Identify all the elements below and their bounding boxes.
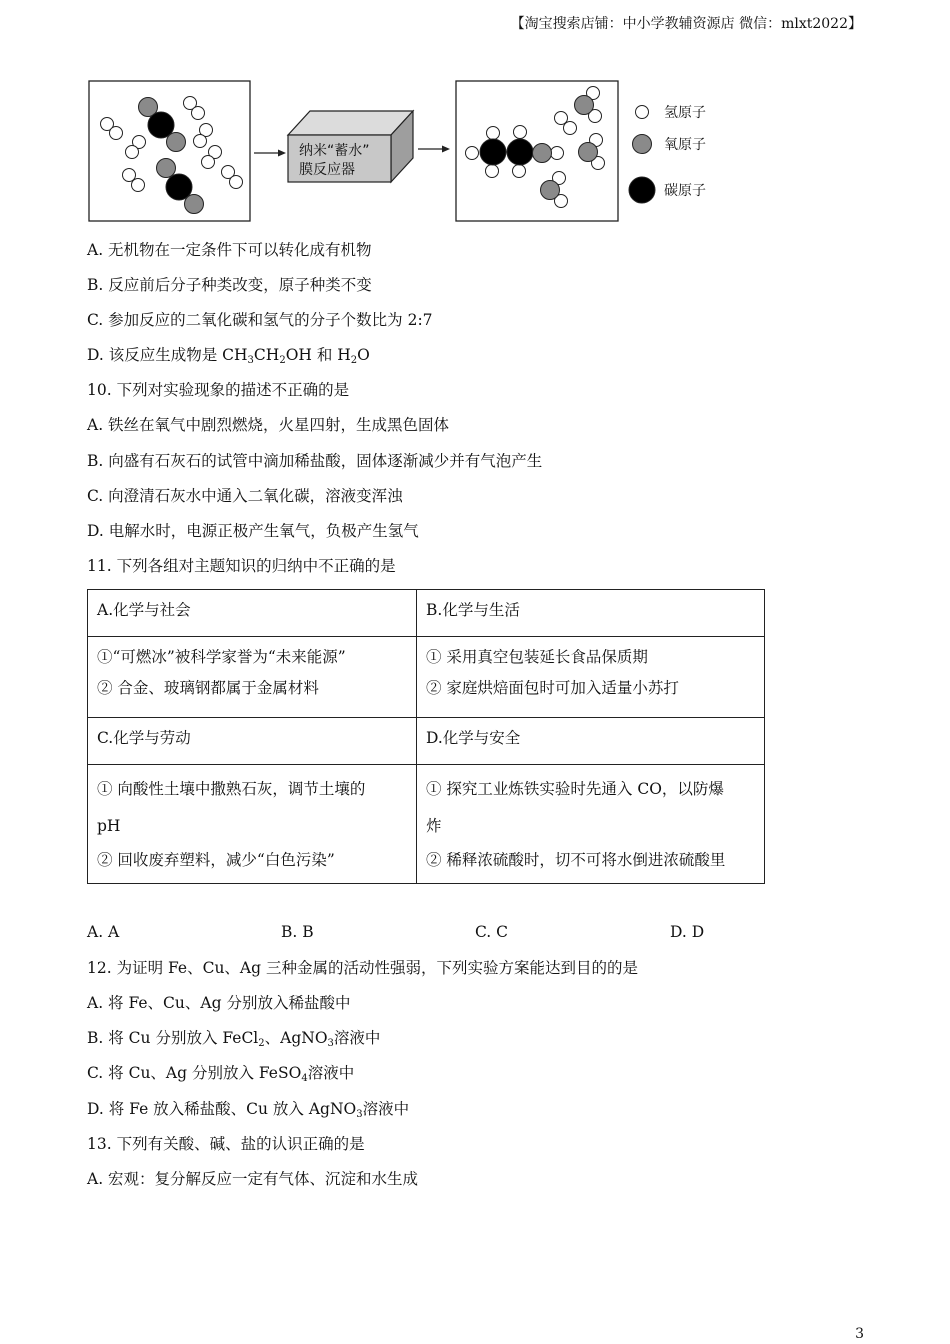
table-cell-c-content: ① 向酸性土壤中撒熟石灰，调节土壤的 pH ② 回收废弃塑料，减少“白色污染” xyxy=(88,765,417,884)
q10-option-d: D. 电解水时，电源正极产生氧气，负极产生氢气 xyxy=(87,522,419,540)
q12-option-d: D. 将 Fe 放入稀盐酸、Cu 放入 AgNO$_3$溶液中 xyxy=(87,1100,410,1120)
q12-option-b: B. 将 Cu 分别放入 FeCl$_2$、AgNO$_3$溶液中 xyxy=(87,1029,381,1049)
q9-option-c: C. 参加反应的二氧化碳和氢气的分子个数比为 2:7 xyxy=(87,311,433,329)
q9-option-b: B. 反应前后分子种类改变，原子种类不变 xyxy=(87,276,372,294)
q10-option-a: A. 铁丝在氧气中剧烈燃烧，火星四射，生成黑色固体 xyxy=(87,416,450,434)
reactor-label-line1: 纳米“蓄水” xyxy=(299,143,370,159)
q11-option-a: A. A xyxy=(87,923,120,941)
reaction-diagram xyxy=(0,0,950,240)
table-cell-d-title: D.化学与安全 xyxy=(417,718,765,765)
knowledge-summary-table xyxy=(87,589,765,884)
table-cell-c-title: C.化学与劳动 xyxy=(88,718,417,765)
table-cell-a-content: ①“可燃冰”被科学家誉为“未来能源” ② 合金、玻璃钢都属于金属材料 xyxy=(88,637,417,718)
q13-option-a: A. 宏观：复分解反应一定有气体、沉淀和水生成 xyxy=(87,1170,419,1188)
page-header-banner: 【淘宝搜索店铺：中小学教辅资源店 微信：mlxt2022】 xyxy=(510,16,862,32)
q12-stem: 12. 为证明 Fe、Cu、Ag 三种金属的活动性强弱，下列实验方案能达到目的的是 xyxy=(87,959,638,977)
reactor-label-line2: 膜反应器 xyxy=(299,162,355,178)
q11-option-c: C. C xyxy=(475,923,509,941)
q11-options xyxy=(87,923,787,945)
table-cell-b-title: B.化学与生活 xyxy=(417,590,765,637)
carbon-legend-icon xyxy=(629,177,655,203)
legend-hydrogen-label: 氢原子 xyxy=(664,105,706,121)
q12-option-c: C. 将 Cu、Ag 分别放入 FeSO$_4$溶液中 xyxy=(87,1064,355,1084)
table-cell-b-content: ① 采用真空包装延长食品保质期 ② 家庭烘焙面包时可加入适量小苏打 xyxy=(417,637,765,718)
q11-option-d: D. D xyxy=(670,923,705,941)
q10-option-c: C. 向澄清石灰水中通入二氧化碳，溶液变浑浊 xyxy=(87,487,403,505)
legend-oxygen-label: 氧原子 xyxy=(664,137,706,153)
q9-option-d: D. 该反应生成物是 $CH_3CH_2OH$ 和 $H_2O$ xyxy=(87,346,370,366)
table-cell-d-content: ① 探究工业炼铁实验时先通入 CO，以防爆 炸 ② 稀释浓硫酸时，切不可将水倒进浓硫酸里 xyxy=(417,765,765,884)
page-number: 3 xyxy=(855,1326,864,1342)
q10-option-b: B. 向盛有石灰石的试管中滴加稀盐酸，固体逐渐减少并有气泡产生 xyxy=(87,452,543,470)
q12-option-a: A. 将 Fe、Cu、Ag 分别放入稀盐酸中 xyxy=(87,994,351,1012)
hydrogen-legend-icon xyxy=(636,106,649,119)
q9-option-a: A. 无机物在一定条件下可以转化成有机物 xyxy=(87,241,372,259)
q10-stem: 10. 下列对实验现象的描述不正确的是 xyxy=(87,381,350,399)
reactants-box xyxy=(89,81,250,221)
legend-carbon-label: 碳原子 xyxy=(664,183,706,199)
q11-option-b: B. B xyxy=(281,923,314,941)
q11-stem: 11. 下列各组对主题知识的归纳中不正确的是 xyxy=(87,557,396,575)
oxygen-legend-icon xyxy=(633,135,652,154)
q13-stem: 13. 下列有关酸、碱、盐的认识正确的是 xyxy=(87,1135,365,1153)
table-cell-a-title: A.化学与社会 xyxy=(88,590,417,637)
atom-legend xyxy=(629,105,706,203)
